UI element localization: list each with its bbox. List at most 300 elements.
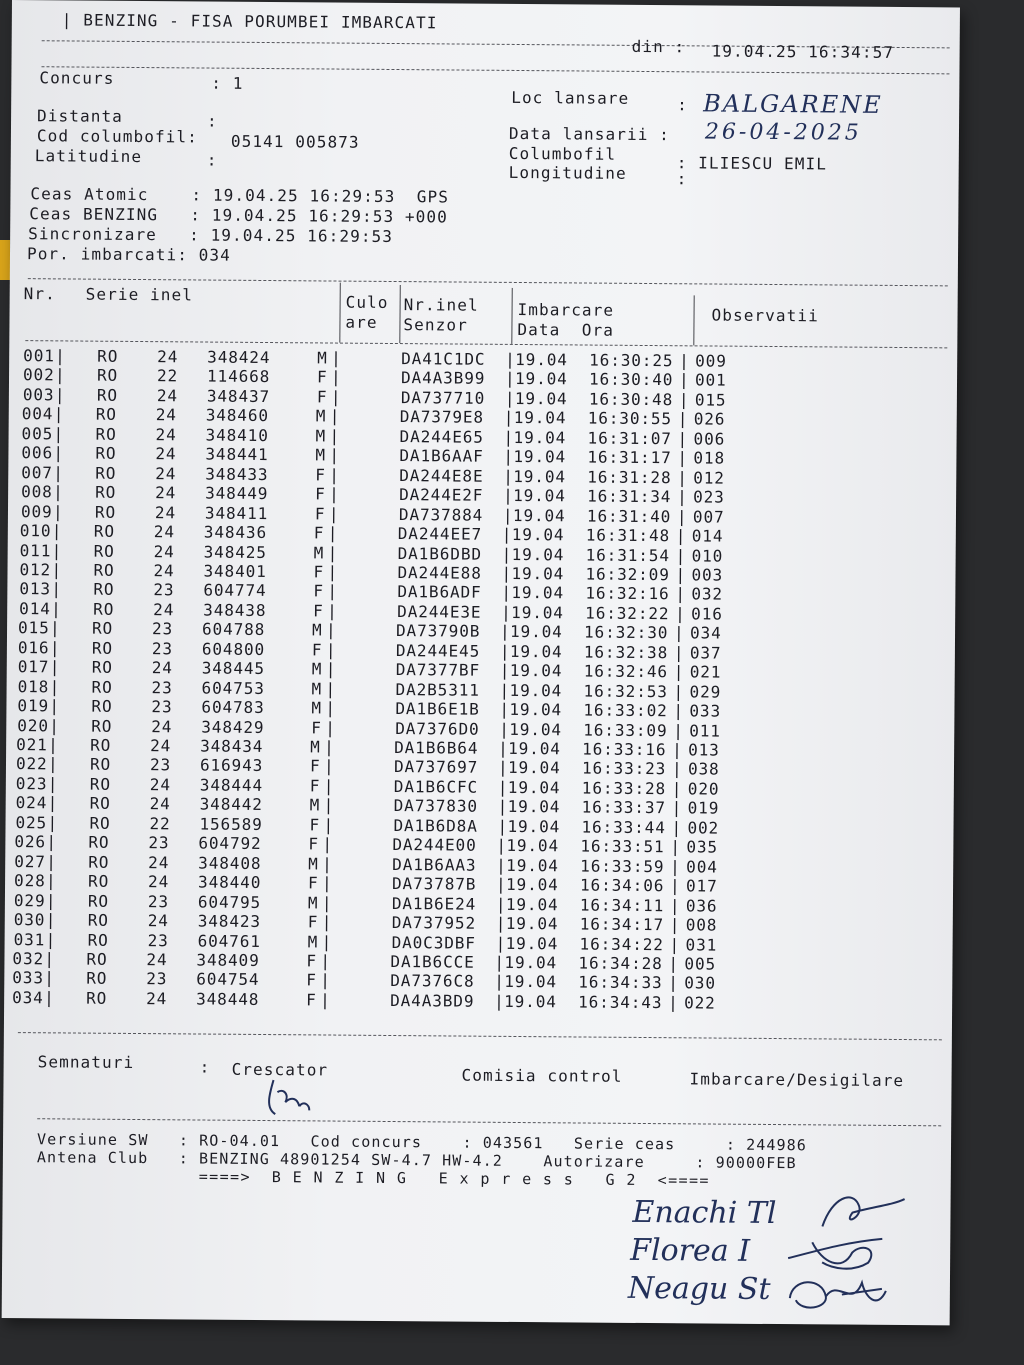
column-divider: | — [673, 701, 685, 721]
cell-ring-number: 348409 — [196, 950, 260, 970]
cell-sex: F — [309, 756, 321, 776]
columbofil-value: : ILIESCU EMIL — [676, 153, 828, 174]
col-header-data-ora: Data Ora — [517, 319, 615, 340]
col-header-culo: Culo — [345, 292, 389, 312]
column-divider: | — [494, 972, 505, 992]
column-divider: | — [677, 409, 689, 429]
cell-nr: 002 — [22, 365, 55, 385]
loc-lansare-value: BALGARENE — [703, 89, 883, 119]
imbarcare-desigilare-label: Imbarcare/Desigilare — [689, 1069, 905, 1091]
cell-nr: 027 — [14, 851, 46, 871]
column-divider: | — [53, 424, 65, 444]
column-divider: | — [673, 642, 685, 663]
handwritten-signature-3 — [782, 1268, 892, 1319]
cell-board-date: 19.04 — [509, 661, 563, 681]
column-divider: | — [324, 737, 335, 757]
col-header-nrinel: Nr.inel — [403, 295, 479, 315]
cell-observatii: 010 — [691, 545, 724, 566]
cell-year: 24 — [146, 950, 168, 970]
cell-board-date: 19.04 — [507, 797, 561, 817]
cell-board-date: 19.04 — [507, 758, 561, 778]
cell-ring-number: 604753 — [201, 678, 265, 698]
column-divider: | — [320, 970, 331, 990]
cell-ring-number: 348438 — [203, 600, 267, 620]
column-divider: | — [51, 521, 63, 541]
cell-board-time: 16:34:33 — [578, 972, 663, 993]
cell-year: 23 — [151, 638, 174, 659]
column-divider: | — [327, 562, 339, 582]
cell-board-time: 16:34:06 — [579, 875, 665, 896]
cell-country: RO — [93, 541, 115, 561]
cell-country: RO — [93, 580, 115, 600]
column-divider: | — [495, 933, 507, 953]
cell-country: RO — [91, 638, 114, 658]
cell-sex: M — [315, 426, 327, 446]
column-divider: | — [676, 506, 688, 526]
column-divider: | — [45, 910, 57, 930]
cell-sensor-id: DA0C3DBF — [391, 932, 476, 953]
cell-board-date: 19.04 — [509, 641, 563, 662]
cell-country: RO — [91, 716, 113, 736]
cell-board-date: 19.04 — [505, 875, 559, 895]
column-divider: | — [503, 486, 514, 506]
cell-observatii: 036 — [685, 895, 718, 916]
cell-year: 24 — [155, 424, 177, 445]
column-divider: | — [322, 834, 334, 854]
column-divider: | — [329, 484, 340, 504]
cell-observatii: 029 — [689, 681, 722, 702]
cell-nr: 004 — [21, 404, 54, 424]
column-divider: | — [496, 855, 507, 875]
cell-sensor-id: DA1B6CFC — [393, 776, 479, 797]
cell-board-time: 16:33:59 — [580, 856, 665, 876]
longitudine-colon: : — [676, 169, 688, 189]
cell-observatii: 012 — [693, 468, 725, 488]
column-divider: | — [325, 640, 337, 660]
table-bottom-rule — [18, 1032, 942, 1040]
cell-board-date: 19.04 — [507, 816, 561, 837]
cell-observatii: 026 — [693, 409, 726, 429]
cell-year: 23 — [147, 891, 170, 911]
column-divider: | — [54, 385, 66, 405]
column-divider: | — [677, 429, 689, 449]
cell-country: RO — [93, 521, 115, 541]
column-divider: | — [669, 915, 681, 935]
print-date-label: din : — [631, 36, 686, 57]
cell-ring-number: 616943 — [199, 755, 264, 776]
cell-year: 22 — [149, 813, 171, 834]
column-divider: | — [496, 836, 507, 856]
column-divider: | — [327, 601, 338, 621]
cell-ring-number: 348460 — [205, 405, 270, 426]
cell-sex: M — [313, 542, 325, 562]
column-divider: | — [504, 369, 516, 389]
cell-board-time: 16:33:09 — [583, 720, 668, 740]
cell-observatii: 020 — [687, 779, 720, 799]
column-divider: | — [678, 390, 690, 410]
latitudine-label: Latitudine — [34, 146, 143, 167]
loc-lansare-label: Loc lansare — [511, 87, 630, 108]
cell-board-time: 16:34:28 — [578, 953, 663, 974]
cell-ring-number: 348441 — [205, 444, 269, 465]
footer-top-rule — [37, 1118, 941, 1126]
cell-board-date: 19.04 — [509, 680, 563, 700]
cell-sex: M — [315, 406, 327, 426]
cell-nr: 028 — [14, 871, 46, 891]
ceas-atomic-line: Ceas Atomic : 19.04.25 16:29:53 GPS — [30, 184, 450, 207]
cell-sensor-id: DA7376C8 — [390, 971, 475, 992]
cell-ring-number: 604783 — [201, 697, 265, 718]
column-divider: | — [322, 854, 333, 874]
cell-sensor-id: DA737710 — [400, 387, 486, 408]
cell-year: 24 — [149, 774, 171, 795]
column-divider: | — [45, 890, 57, 910]
cod-columbofil-value: 05141 005873 — [230, 131, 360, 152]
cell-nr: 021 — [16, 735, 48, 755]
column-divider: | — [51, 560, 63, 580]
cell-year: 24 — [155, 483, 177, 503]
column-divider: | — [673, 681, 685, 701]
cell-nr: 005 — [21, 423, 54, 444]
cell-nr: 026 — [14, 832, 47, 852]
column-divider: | — [323, 795, 335, 815]
column-divider: | — [671, 779, 683, 799]
col-header-are: are — [345, 312, 378, 332]
cell-year: 23 — [151, 697, 173, 717]
column-divider: | — [497, 816, 509, 836]
cell-ring-number: 348401 — [203, 561, 267, 581]
column-divider: | — [47, 774, 59, 794]
cell-board-time: 16:31:34 — [587, 486, 672, 507]
cell-ring-number: 604788 — [201, 619, 266, 640]
column-divider: | — [45, 929, 57, 949]
column-divider: | — [669, 895, 681, 915]
column-divider: | — [329, 406, 341, 426]
column-divider: | — [498, 738, 509, 758]
cell-observatii: 004 — [686, 857, 718, 877]
cell-observatii: 014 — [691, 526, 724, 546]
cell-board-time: 16:30:48 — [588, 389, 674, 410]
cell-sex: F — [308, 834, 320, 854]
column-divider: | — [327, 581, 338, 601]
cell-nr: 010 — [19, 521, 52, 541]
column-divider: | — [321, 931, 333, 952]
cell-nr: 029 — [13, 890, 46, 910]
cell-nr: 012 — [19, 560, 52, 580]
cell-board-time: 16:32:30 — [583, 622, 669, 643]
cell-board-time: 16:33:37 — [581, 797, 667, 818]
cell-observatii: 005 — [684, 954, 717, 974]
column-divider: | — [52, 501, 64, 522]
cell-sensor-id: DA737952 — [391, 913, 477, 933]
cell-nr: 030 — [13, 910, 46, 930]
column-divider: | — [677, 487, 688, 507]
cell-year: 23 — [149, 755, 172, 775]
cell-board-date: 19.04 — [505, 913, 559, 934]
printed-sheet — [2, 0, 960, 1325]
cell-sex: M — [317, 348, 328, 368]
cell-board-date: 19.04 — [514, 388, 568, 409]
cell-nr: 007 — [21, 462, 53, 483]
cell-sensor-id: DA7379E8 — [399, 407, 485, 428]
cell-observatii: 002 — [687, 818, 720, 838]
cell-ring-number: 348440 — [198, 872, 262, 893]
distanta-colon: : — [206, 111, 218, 131]
cell-sensor-id: DA1B6B64 — [394, 738, 479, 758]
col-header-imbarcare: Imbarcare — [517, 299, 615, 320]
cell-observatii: 015 — [694, 390, 727, 410]
cell-sensor-id: DA41C1DC — [401, 349, 486, 369]
cell-sex: M — [315, 445, 327, 465]
column-divider: | — [675, 565, 687, 585]
column-divider: | — [499, 641, 511, 661]
cell-year: 24 — [148, 872, 170, 892]
cell-observatii: 017 — [685, 876, 718, 896]
cell-sex: F — [309, 815, 321, 835]
background-edge — [0, 240, 10, 280]
cell-nr: 014 — [19, 598, 51, 619]
column-divider: | — [53, 463, 64, 483]
cell-year: 24 — [151, 716, 173, 736]
column-divider: | — [673, 662, 685, 682]
cell-sex: M — [311, 679, 323, 699]
cell-ring-number: 348445 — [201, 658, 266, 679]
cell-board-time: 16:31:17 — [587, 447, 672, 468]
cell-country: RO — [87, 910, 109, 930]
column-divider: | — [321, 873, 333, 893]
cell-nr: 011 — [19, 540, 52, 560]
header-divider-4 — [693, 295, 694, 345]
cell-nr: 015 — [17, 618, 50, 638]
column-divider: | — [51, 599, 62, 619]
cell-board-date: 19.04 — [506, 855, 559, 876]
column-divider: | — [47, 813, 59, 833]
cell-observatii: 033 — [689, 701, 722, 721]
column-divider: | — [329, 465, 340, 485]
cell-observatii: 003 — [691, 565, 724, 585]
column-divider: | — [47, 793, 59, 813]
cell-sex: F — [306, 951, 318, 971]
column-divider: | — [320, 951, 332, 971]
cell-sensor-id: DA737884 — [398, 504, 484, 525]
col-header-nr: Nr. — [23, 284, 56, 304]
column-divider: | — [501, 563, 513, 583]
cell-sex: M — [311, 620, 323, 640]
cell-board-date: 19.04 — [509, 622, 563, 642]
cell-sensor-id: DA244E8E — [399, 465, 484, 486]
cell-sex: F — [307, 912, 319, 932]
cell-year: 23 — [153, 580, 175, 600]
cell-sex: F — [313, 562, 325, 582]
cell-board-time: 16:30:25 — [589, 350, 674, 371]
column-divider: | — [323, 815, 335, 835]
column-divider: | — [679, 351, 690, 371]
cell-ring-number: 604800 — [201, 639, 266, 659]
sincronizare-line: Sincronizare : 19.04.25 16:29:53 — [28, 224, 394, 246]
cell-nr: 024 — [15, 793, 48, 813]
handwritten-name-1: Enachi Tl — [632, 1194, 777, 1232]
header-bottom-rule — [41, 66, 949, 74]
cell-ring-number: 114668 — [206, 366, 271, 387]
column-divider: | — [51, 540, 63, 560]
concurs-label: Concurs — [39, 68, 115, 88]
column-divider: | — [499, 719, 510, 739]
cell-board-time: 16:31:07 — [587, 428, 672, 448]
column-divider: | — [495, 894, 507, 914]
cell-sensor-id: DA4A3BD9 — [390, 990, 475, 1011]
cell-year: 24 — [156, 386, 179, 406]
cell-sensor-id: DA244EE7 — [397, 524, 483, 544]
cell-country: RO — [95, 405, 117, 425]
column-divider: | — [671, 818, 683, 838]
cell-year: 24 — [157, 347, 179, 367]
cell-sex: F — [313, 581, 324, 601]
loc-lansare-colon: : — [677, 95, 689, 115]
cell-year: 24 — [147, 911, 169, 931]
cell-board-time: 16:32:46 — [583, 661, 669, 682]
column-divider: | — [330, 387, 342, 407]
cell-ring-number: 604774 — [203, 580, 267, 601]
cod-columbofil-label: Cod columbofil: — [36, 126, 199, 147]
cell-nr: 023 — [15, 773, 48, 794]
cell-board-time: 16:33:16 — [582, 739, 667, 760]
cell-board-time: 16:34:22 — [579, 933, 664, 954]
cell-year: 23 — [148, 833, 170, 853]
cell-board-date: 19.04 — [513, 427, 567, 448]
column-divider: | — [331, 348, 342, 368]
column-divider: | — [673, 720, 684, 740]
longitudine-label: Longitudine — [508, 162, 627, 183]
cell-sex: F — [307, 873, 319, 893]
cell-board-date: 19.04 — [511, 583, 565, 603]
cell-year: 24 — [153, 599, 175, 620]
cell-observatii: 006 — [693, 429, 726, 449]
cell-year: 23 — [151, 677, 173, 697]
latitudine-colon: : — [206, 150, 218, 170]
cell-board-date: 19.04 — [512, 505, 566, 525]
cell-ring-number: 348442 — [199, 794, 263, 815]
cell-observatii: 013 — [688, 740, 720, 760]
cell-board-date: 19.04 — [513, 408, 567, 428]
cell-ring-number: 604792 — [198, 833, 262, 854]
column-divider: | — [502, 505, 514, 525]
cell-country: RO — [89, 793, 111, 814]
cell-sensor-id: DA244E2F — [399, 485, 484, 505]
cell-ring-number: 348433 — [205, 464, 269, 484]
cell-sensor-id: DA737830 — [393, 796, 479, 817]
header-divider-1 — [339, 283, 340, 343]
cell-year: 24 — [155, 405, 177, 425]
column-divider: | — [499, 680, 511, 700]
column-divider: | — [501, 524, 513, 544]
column-divider: | — [321, 912, 333, 932]
column-divider: | — [53, 404, 65, 424]
cell-ring-number: 348436 — [203, 522, 268, 543]
cell-board-date: 19.04 — [508, 738, 561, 759]
column-divider: | — [329, 445, 341, 465]
antena-line: Antena Club : BENZING 48901254 SW-4.7 HW-4.2 Autorizare : 90000FEB — [36, 1148, 797, 1173]
semnaturi-colon: : — [199, 1057, 211, 1077]
cell-observatii: 035 — [686, 837, 719, 857]
cell-sex: F — [316, 387, 328, 407]
column-divider: | — [46, 871, 57, 891]
cell-nr: 033 — [12, 968, 45, 988]
cell-observatii: 031 — [685, 934, 718, 955]
cell-ring-number: 348425 — [203, 542, 267, 562]
cell-country: RO — [93, 560, 115, 580]
cell-sensor-id: DA737697 — [393, 757, 479, 778]
cell-year: 24 — [154, 502, 177, 522]
cell-sensor-id: DA244E45 — [395, 640, 481, 661]
column-divider: | — [325, 679, 337, 699]
cell-board-time: 16:30:55 — [587, 408, 673, 429]
cell-country: RO — [95, 443, 117, 464]
column-divider: | — [320, 990, 331, 1010]
cell-ring-number: 348424 — [207, 347, 271, 368]
cell-country: RO — [86, 988, 108, 1008]
print-date-value: 19.04.25 16:34:57 — [711, 41, 895, 62]
cell-board-date: 19.04 — [514, 369, 568, 389]
cell-nr: 018 — [17, 676, 50, 696]
cell-country: RO — [95, 424, 117, 444]
cell-board-time: 16:33:02 — [583, 700, 668, 721]
column-divider: | — [327, 523, 339, 543]
col-header-observatii: Observatii — [711, 305, 819, 326]
column-divider: | — [49, 657, 61, 677]
column-divider: | — [55, 346, 66, 366]
cell-country: RO — [86, 949, 108, 969]
cell-board-time: 16:30:40 — [588, 369, 674, 390]
cell-nr: 031 — [13, 929, 46, 949]
cell-nr: 034 — [12, 987, 44, 1008]
cell-board-date: 19.04 — [513, 466, 567, 487]
cell-year: 24 — [149, 794, 171, 814]
cell-nr: 025 — [15, 812, 48, 833]
cell-sex: F — [315, 484, 326, 504]
cell-board-time: 16:31:40 — [586, 506, 672, 526]
cell-sensor-id: DA244E00 — [392, 835, 477, 855]
cell-year: 24 — [151, 658, 173, 678]
column-divider: | — [47, 754, 59, 774]
cell-board-date: 19.04 — [504, 991, 557, 1012]
cell-country: RO — [87, 930, 109, 950]
cell-observatii: 016 — [691, 604, 723, 624]
cell-sex: M — [311, 698, 323, 718]
benzing-express-banner: ====> B E N Z I N G E x p r e s s G 2 <==== — [198, 1167, 710, 1190]
column-divider: | — [499, 699, 511, 720]
cell-country: RO — [94, 502, 117, 522]
cell-sex: M — [309, 795, 321, 815]
cell-observatii: 032 — [691, 584, 724, 604]
cell-sensor-id: DA1B6AAF — [399, 446, 484, 466]
cell-sex: F — [306, 990, 317, 1010]
cell-nr: 017 — [17, 657, 50, 677]
column-divider: | — [49, 638, 61, 658]
columbofil-label: Columbofil — [508, 143, 617, 164]
column-divider: | — [670, 856, 681, 876]
column-divider: | — [675, 545, 687, 565]
cell-observatii: 007 — [692, 506, 725, 527]
cell-sensor-id: DA7376D0 — [395, 718, 480, 739]
column-divider: | — [675, 526, 687, 546]
cell-board-date: 19.04 — [506, 836, 560, 856]
column-divider: | — [673, 623, 685, 643]
cell-board-time: 16:32:09 — [585, 564, 670, 585]
cell-ring-number: 348444 — [199, 775, 264, 795]
column-divider: | — [325, 718, 336, 738]
column-divider: | — [44, 988, 55, 1008]
cell-sex: M — [311, 659, 323, 679]
